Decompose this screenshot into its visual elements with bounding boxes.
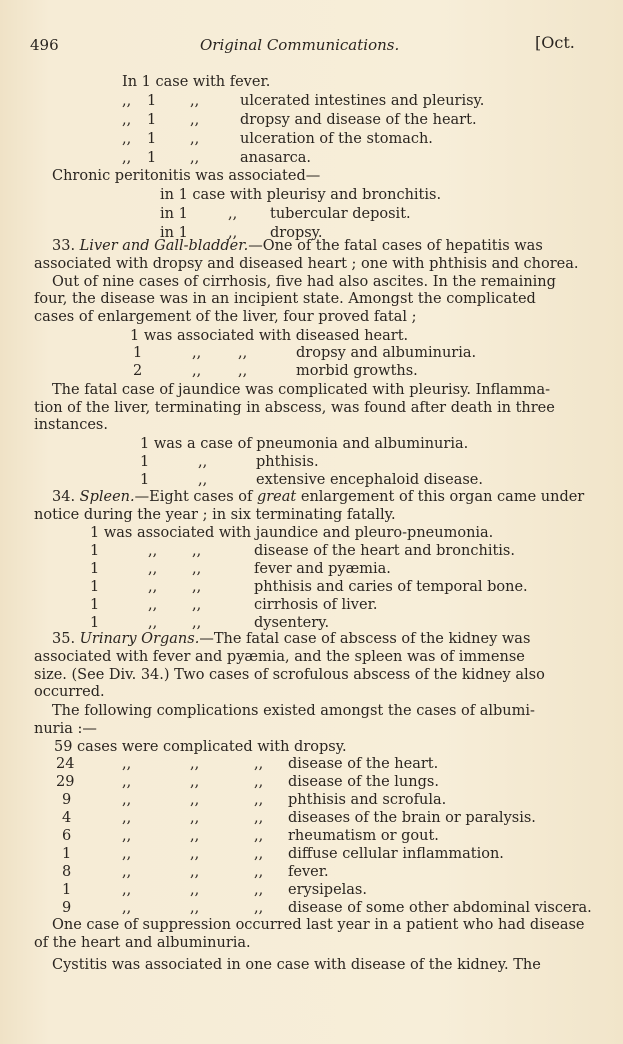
complication-text: dropsy and albuminuria. [296,345,477,361]
complication-text: rheumatism or gout. [288,828,439,844]
ditto-mark: ,, [192,615,202,631]
month-label: [Oct. [535,33,575,52]
complication-text: disease of the heart. [288,756,439,772]
section-text: —The fatal case of abscess of the kidney was [199,631,531,647]
ditto-mark: ,, [254,756,264,772]
case-count: 24 [56,756,75,772]
ditto-mark: ,, [198,454,208,470]
ditto-mark: ,, [190,774,200,790]
section-35-heading [52,630,530,648]
ditto-mark: ,, [190,792,200,808]
section-title: Spleen. [79,489,135,505]
case-count: 4 [62,810,72,826]
case-count: 1 [133,345,143,361]
line-text: associated with dropsy and diseased heart ; one with phthisis and chorea. [34,256,579,272]
case-count: in 1 [160,225,188,241]
ditto-mark: ,, [192,363,202,379]
complication-text: ulceration of the stomach. [240,131,433,147]
complication-text: extensive encephaloid disease. [256,472,483,488]
complication-text: morbid growths. [296,363,418,379]
case-count: 1 [140,454,150,470]
complication-text: phthisis. [256,454,319,470]
ditto-mark: ,, [192,543,202,559]
paragraph-line: cases of enlargement of the liver, four proved fatal ; [34,309,417,325]
complication-text: phthisis and caries of temporal bone. [254,579,528,595]
ditto-mark: ,, [122,774,132,790]
ditto-mark: ,, [192,579,202,595]
ditto-mark: ,, [122,846,132,862]
ditto-mark: ,, [122,756,132,772]
paragraph-line: notice during the year ; in six terminating fatally. [34,507,396,523]
case-count: 1 [90,579,100,595]
section-text: —Eight cases of [134,489,257,505]
case-count: 1 [62,846,72,862]
ditto-mark: ,, [190,93,200,109]
ditto-mark: ,, [190,864,200,880]
ditto-mark: ,, [198,472,208,488]
paragraph-line: occurred. [34,684,105,700]
paragraph-line: The fatal case of jaundice was complicated with pleurisy. Inflamma- [52,382,550,398]
ditto-mark: ,, [254,792,264,808]
paragraph-line [34,255,579,273]
ditto-mark: ,, [238,363,248,379]
complication-text: fever and pyæmia. [254,561,391,577]
section-34-heading [52,488,584,506]
case-count: 1 [90,543,100,559]
paragraph-line: tion of the liver, terminating in abscess, was found after death in three [34,400,555,416]
case-count: 29 [56,774,75,790]
abscess-first: 1 was a case of pneumonia and albuminuria. [140,436,469,452]
complication-text: anasarca. [240,150,312,166]
ditto-mark: ,, [254,900,264,916]
complication-text: erysipelas. [288,882,367,898]
section-33-heading [52,237,572,255]
emphasis: great [256,489,297,505]
case-count: in 1 [160,206,188,222]
complication-text: diseases of the brain or paralysis. [288,810,536,826]
liver-first: 1 was associated with diseased heart. [130,328,409,344]
chronic-first: in 1 case with pleurisy and bronchitis. [160,187,442,203]
ditto-mark: ,, [148,597,158,613]
ditto-mark: ,, [192,561,202,577]
ditto-mark: ,, [190,112,200,128]
chronic-intro: Chronic peritonitis was associated— [52,168,321,184]
ditto-mark: ,, [122,900,132,916]
complication-text: disease of some other abdominal viscera. [288,900,592,916]
ditto-mark: ,, [254,882,264,898]
ditto-mark: ,, [254,810,264,826]
case-count: 1 [90,597,100,613]
section-text: —One of the fatal cases of hepatitis was [248,238,543,254]
ditto-mark: ,, [254,864,264,880]
ditto-mark: ,, [148,579,158,595]
case-count: 1 [147,93,157,109]
page-number: 496 [30,36,59,54]
complication-text: dysentery. [254,615,330,631]
ditto-mark: ,, [190,882,200,898]
paragraph-line: four, the disease was in an incipient state. Amongst the complicated [34,291,536,307]
ditto-mark: ,, [254,846,264,862]
case-count: 1 [90,561,100,577]
paragraph-line: of the heart and albuminuria. [34,935,251,951]
section-title: Urinary Organs. [79,631,200,647]
paragraph-line: Out of nine cases of cirrhosis, five had also ascites. In the remaining [52,274,556,290]
complication-text: ulcerated intestines and pleurisy. [240,93,485,109]
section-number: 33. [52,238,76,254]
ditto-mark: ,, [228,225,238,241]
section-text: enlargement of this organ came under [296,489,585,505]
ditto-mark: ,, [148,543,158,559]
complication-text: cirrhosis of liver. [254,597,378,613]
paragraph-line: One case of suppression occurred last year in a patient who had disease [52,917,585,933]
ditto-mark: ,, [190,846,200,862]
paragraph-line: The following complications existed amongst the cases of albumi- [52,703,535,719]
case-count: 8 [62,864,72,880]
complication-text: dropsy. [270,225,323,241]
ditto-mark: ,, [190,150,200,166]
case-count: 1 [62,882,72,898]
section-title: Liver and Gall-bladder. [79,238,249,254]
complication-text: fever. [288,864,329,880]
peritonitis-first: In 1 case with fever. [122,74,271,90]
ditto-mark: ,, [148,615,158,631]
section-number: 35. [52,631,76,647]
ditto-mark: ,, [254,774,264,790]
ditto-mark: ,, [122,864,132,880]
ditto-mark: ,, [190,756,200,772]
complication-text: phthisis and scrofula. [288,792,447,808]
paragraph-line: Cystitis was associated in one case with disease of the kidney. The [52,957,541,973]
ditto-mark: ,, [122,810,132,826]
ditto-mark: ,, [122,131,132,147]
ditto-mark: ,, [192,597,202,613]
complication-text: diffuse cellular inflammation. [288,846,504,862]
case-count: 6 [62,828,72,844]
paragraph-line: nuria :— [34,721,97,737]
section-number: 34. [52,489,76,505]
paragraph-line: size. (See Div. 34.) Two cases of scrofulous abscess of the kidney also [34,667,545,683]
ditto-mark: ,, [190,900,200,916]
ditto-mark: ,, [122,112,132,128]
case-count: 1 [90,615,100,631]
ditto-mark: ,, [190,131,200,147]
ditto-mark: ,, [228,206,238,222]
case-count: 1 [147,131,157,147]
case-count: 9 [62,792,72,808]
case-count: 1 [147,112,157,128]
spleen-first: 1 was associated with jaundice and pleuro-pneumonia. [90,525,494,541]
ditto-mark: ,, [122,150,132,166]
ditto-mark: ,, [122,828,132,844]
albuminuria-first: 59 cases were complicated with dropsy. [54,739,347,755]
ditto-mark: ,, [192,345,202,361]
complication-text: tubercular deposit. [270,206,411,222]
paragraph-line: instances. [34,417,108,433]
ditto-mark: ,, [254,828,264,844]
case-count: 2 [133,363,143,379]
journal-title: Original Communications. [200,36,400,54]
ditto-mark: ,, [148,561,158,577]
ditto-mark: ,, [190,810,200,826]
ditto-mark: ,, [238,345,248,361]
ditto-mark: ,, [122,93,132,109]
case-count: 1 [140,472,150,488]
ditto-mark: ,, [122,882,132,898]
complication-text: disease of the lungs. [288,774,439,790]
ditto-mark: ,, [190,828,200,844]
complication-text: disease of the heart and bronchitis. [254,543,515,559]
paragraph-line: associated with fever and pyæmia, and the spleen was of immense [34,649,525,665]
complication-text: dropsy and disease of the heart. [240,112,477,128]
case-count: 9 [62,900,72,916]
ditto-mark: ,, [122,792,132,808]
case-count: 1 [147,150,157,166]
